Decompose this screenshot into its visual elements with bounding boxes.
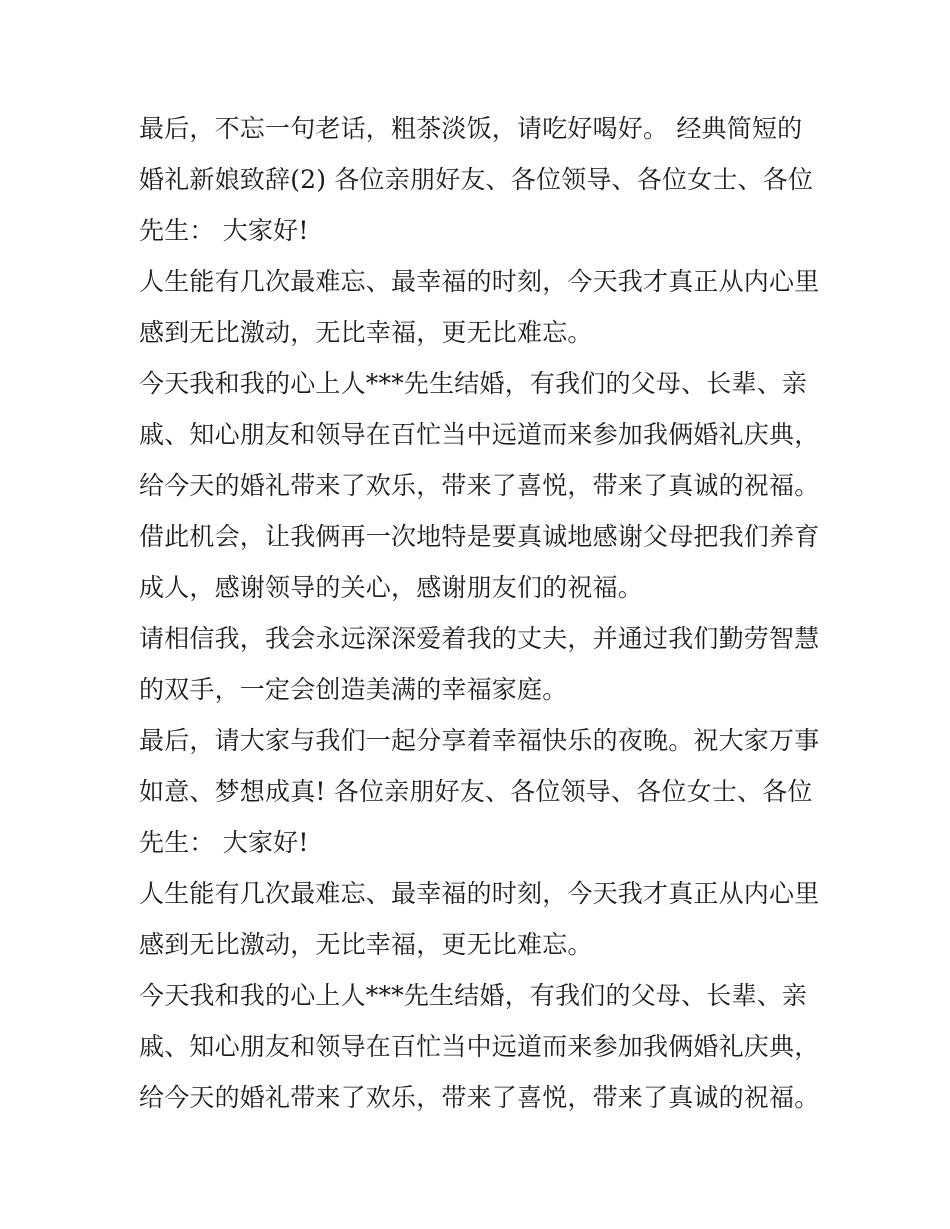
text-line: 借此机会，让我俩再一次地特是要真诚地感谢父母把我们养育: [139, 522, 820, 551]
text-line: 如意、梦想成真! 各位亲朋好友、各位领导、各位女士、各位: [139, 777, 813, 806]
text-line: 今天我和我的心上人***先生结婚，有我们的父母、长辈、亲: [139, 369, 808, 398]
text-line: 戚、知心朋友和领导在百忙当中远道而来参加我俩婚礼庆典，: [139, 420, 820, 449]
text-line: 请相信我，我会永远深深爱着我的丈夫，并通过我们勤劳智慧: [139, 624, 820, 653]
text-line: 人生能有几次最难忘、最幸福的时刻，今天我才真正从内心里: [139, 267, 820, 296]
text-line: 感到无比激动，无比幸福，更无比难忘。: [139, 930, 593, 959]
text-line: 人生能有几次最难忘、最幸福的时刻，今天我才真正从内心里: [139, 879, 820, 908]
text-line: 最后，请大家与我们一起分享着幸福快乐的夜晚。祝大家万事: [139, 726, 820, 755]
text-line: 成人，感谢领导的关心，感谢朋友们的祝福。: [139, 573, 644, 602]
text-line: 给今天的婚礼带来了欢乐，带来了喜悦，带来了真诚的祝福。: [139, 1083, 820, 1112]
text-line: 的双手，一定会创造美满的幸福家庭。: [139, 675, 568, 704]
text-line: 今天我和我的心上人***先生结婚，有我们的父母、长辈、亲: [139, 981, 808, 1010]
text-line: 先生： 大家好!: [139, 216, 309, 245]
text-line: 先生： 大家好!: [139, 828, 309, 857]
text-line: 给今天的婚礼带来了欢乐，带来了喜悦，带来了真诚的祝福。: [139, 471, 820, 500]
text-line: 感到无比激动，无比幸福，更无比难忘。: [139, 318, 593, 347]
text-line: 戚、知心朋友和领导在百忙当中远道而来参加我俩婚礼庆典，: [139, 1032, 820, 1061]
document-body: [139, 103, 819, 1123]
text-line: 婚礼新娘致辞(2) 各位亲朋好友、各位领导、各位女士、各位: [139, 165, 814, 194]
text-line: 最后，不忘一句老话，粗茶淡饭，请吃好喝好。 经典简短的: [139, 114, 803, 143]
